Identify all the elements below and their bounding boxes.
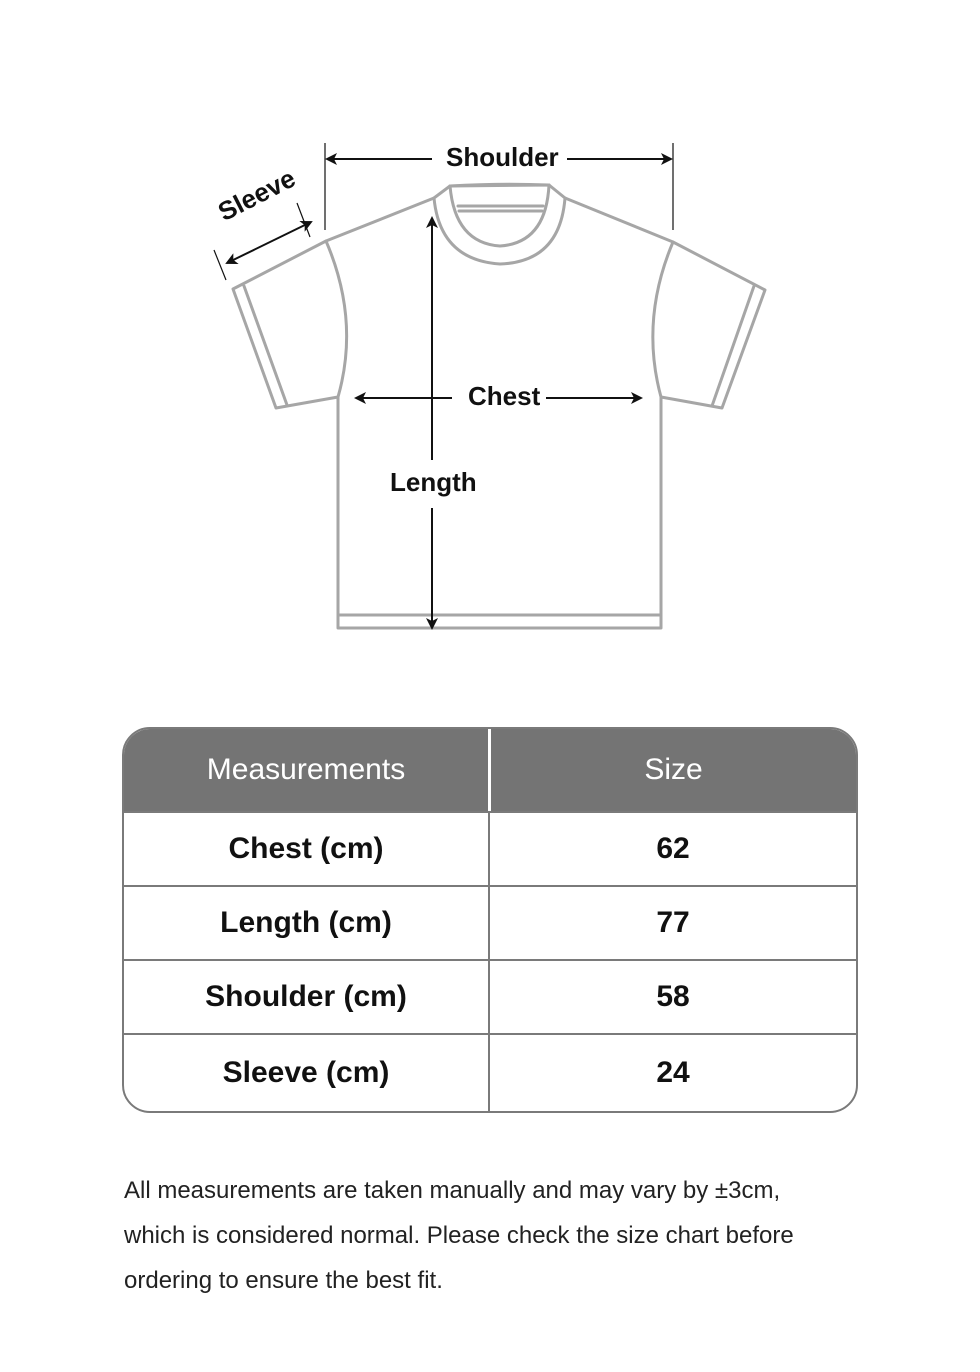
header-size: Size xyxy=(644,753,703,786)
sleeve-label: Sleeve xyxy=(213,162,301,227)
shoulder-label: Shoulder xyxy=(440,144,565,170)
measurement-value: 58 xyxy=(656,980,690,1013)
size-table xyxy=(122,727,858,1113)
header-measurements: Measurements xyxy=(124,729,491,811)
measurement-name: Sleeve (cm) xyxy=(124,1035,490,1111)
disclaimer-line: which is considered normal. Please check the size chart before xyxy=(124,1222,794,1249)
table-row xyxy=(124,811,856,885)
measurement-name: Length (cm) xyxy=(124,887,490,959)
measurement-value: 24 xyxy=(656,1056,690,1089)
measurement-name: Shoulder (cm) xyxy=(124,961,490,1033)
table-row xyxy=(124,1033,856,1111)
chest-label: Chest xyxy=(462,383,546,409)
table-row xyxy=(124,885,856,959)
tshirt-outline-icon xyxy=(0,0,980,680)
measurement-name: Chest (cm) xyxy=(124,813,490,885)
disclaimer-line: All measurements are taken manually and may vary by ±3cm, xyxy=(124,1177,781,1204)
measurement-disclaimer xyxy=(124,1168,864,1303)
length-label: Length xyxy=(390,467,477,497)
measurement-value: 77 xyxy=(656,906,690,939)
table-header-row xyxy=(124,729,856,811)
tshirt-diagram xyxy=(0,0,980,680)
disclaimer-line: ordering to ensure the best fit. xyxy=(124,1267,443,1294)
table-row xyxy=(124,959,856,1033)
measurement-value: 62 xyxy=(656,832,690,865)
